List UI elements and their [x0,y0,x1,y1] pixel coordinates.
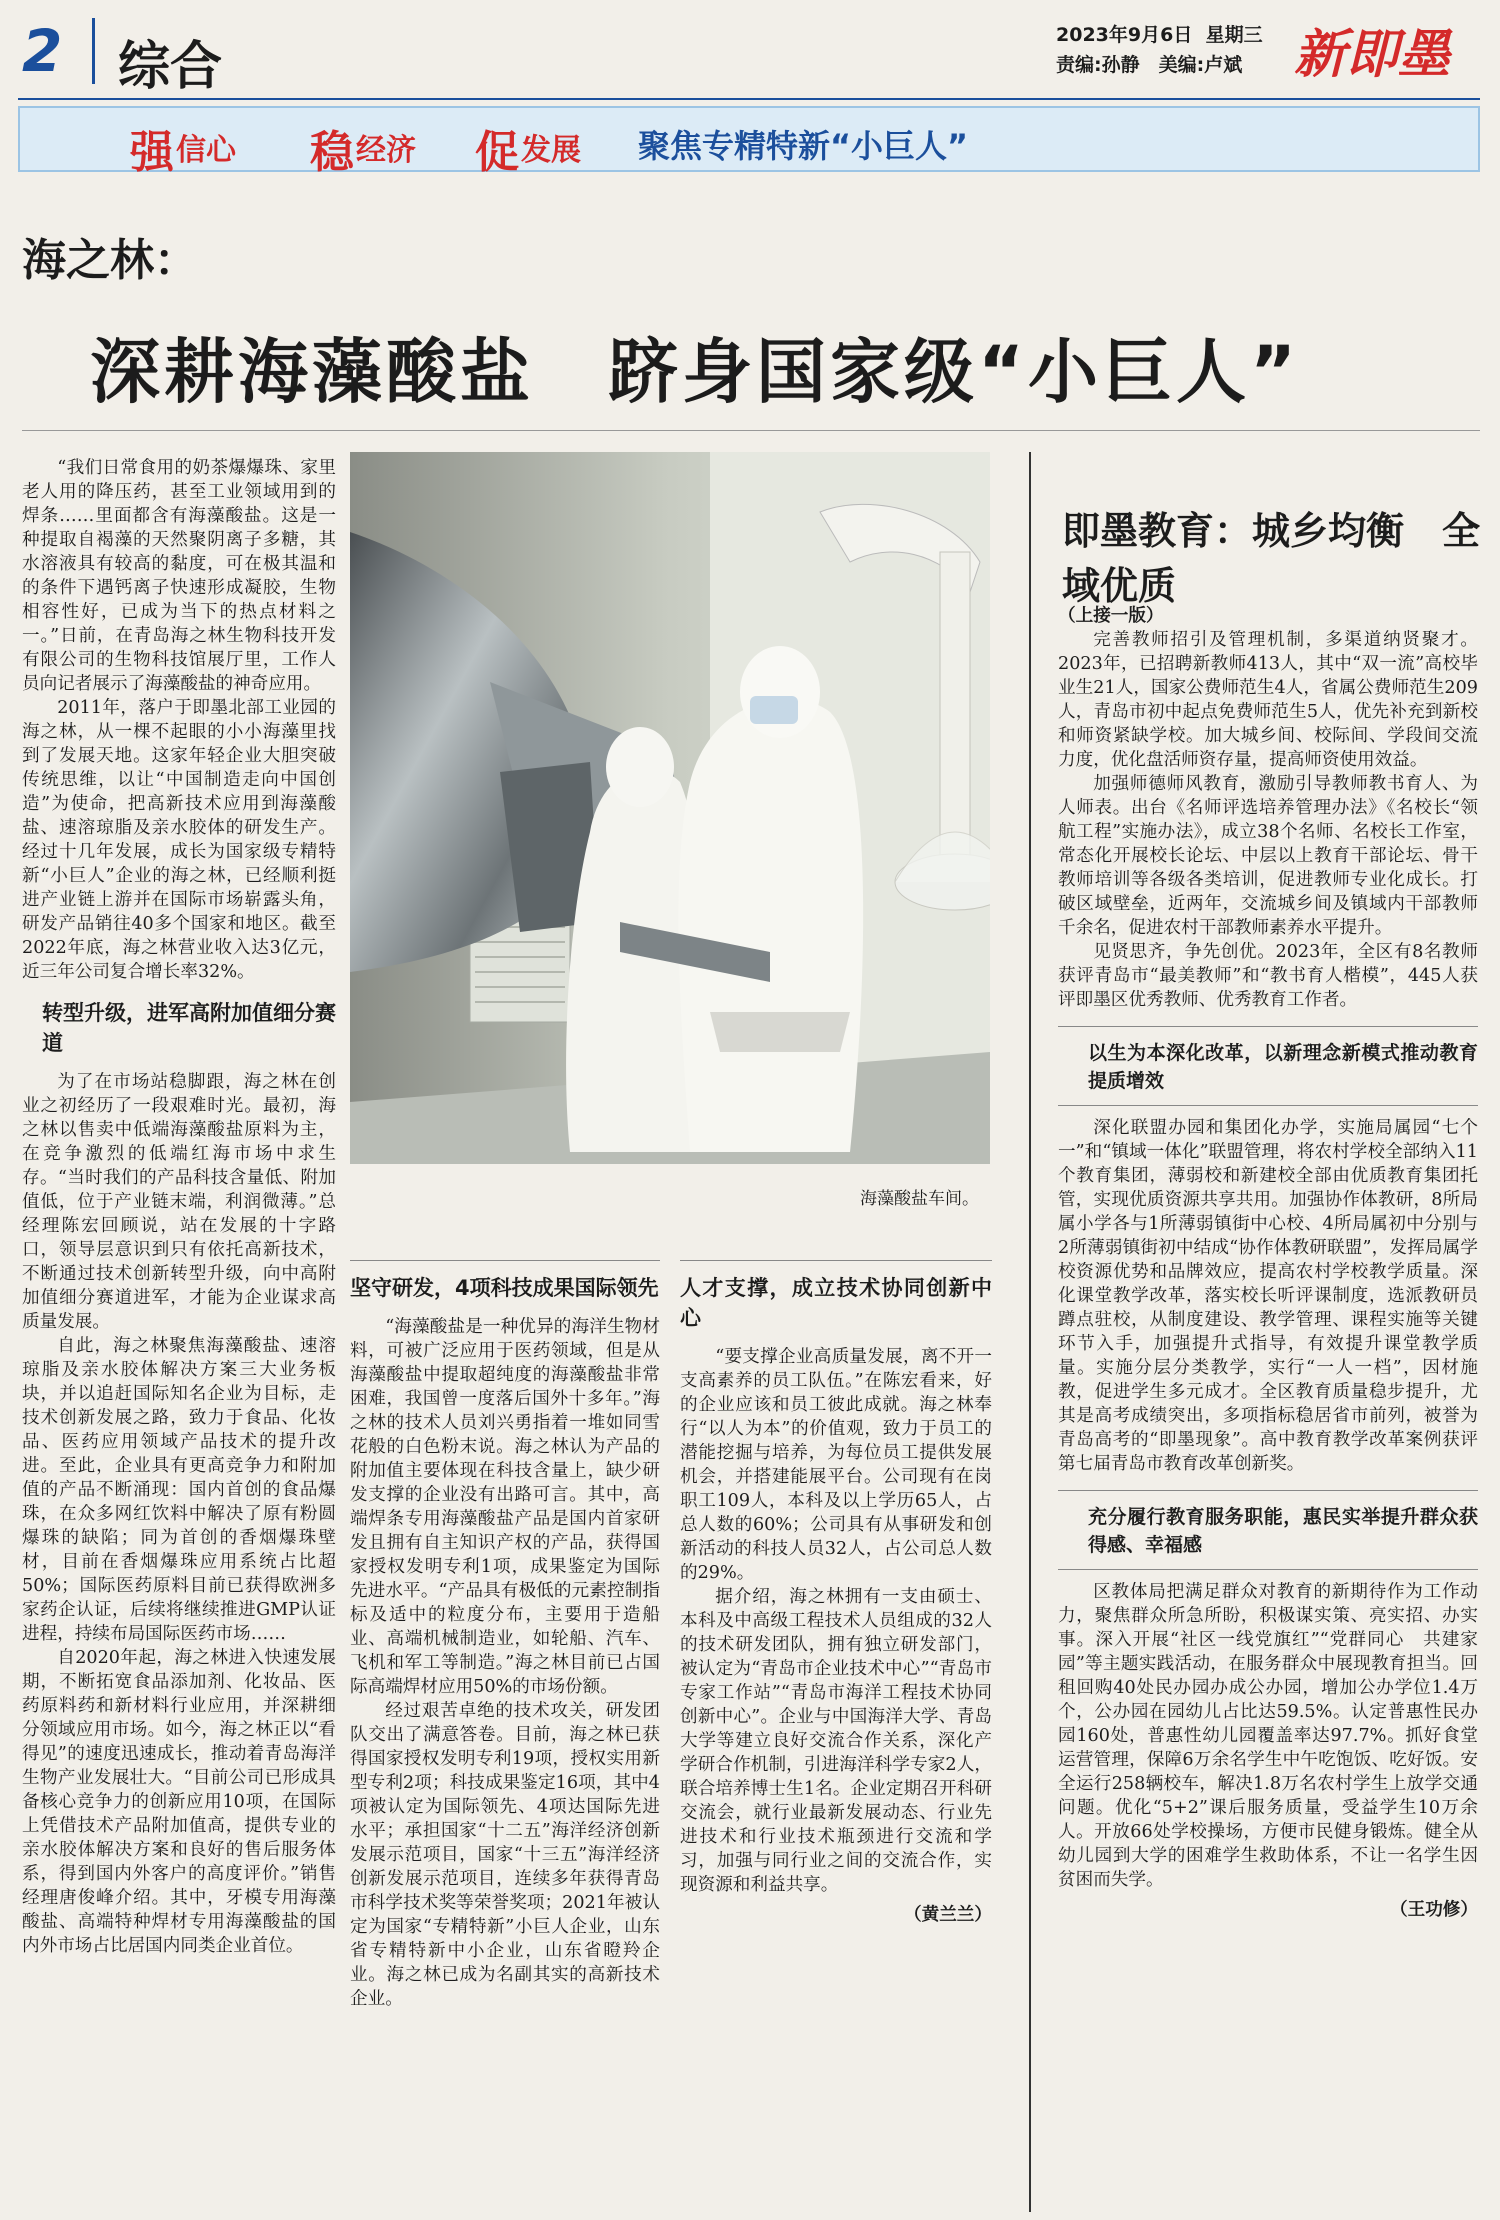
theme-banner [18,106,1480,178]
paragraph: 自此，海之林聚焦海藻酸盐、速溶琼脂及亲水胶体解决方案三大业务板块，并以追赶国际知名企业为目标，走技术创新发展之路，致力于食品、化妆品、医药应用领域产品技术的提升改进。至此，企业具有更高竞争力和附加值的产品不断涌现：国内首创的食品爆珠，在众多网红饮料中解决了原有粉圆爆珠的缺陷；同为首创的香烟爆珠壁材，目前在香烟爆珠应用系统占比超50%；国际医药原料目前已获得欧洲多家药企认证，后续将继续推进GMP认证进程，持续布局国际医药市场…… [22,1336,336,1644]
editors: 责编:孙静 美编:卢斌 [1056,54,1243,76]
headline-rule [22,430,1480,431]
banner-word-3: 促 [475,127,519,178]
article-byline: （黄兰兰） [904,1904,992,1925]
paragraph: 完善教师招引及管理机制，多渠道纳贤聚才。2023年，已招聘新教师413人，其中“双一流”高校毕业生21人，国家公费师范生4人，省属公费师范生209人，青岛市初中起点免费师范生5人，优先补充到新校和师资紧缺学校。加大城乡间、校际间、学段间交流力度，优化盘活师资存量，提高师资使用效益。 [1058,630,1478,770]
workshop-photo [350,452,990,1164]
side-article-body [1058,604,1478,1922]
paragraph: 深化联盟办园和集团化办学，实施局属园“七个一”和“镇域一体化”联盟管理，将农村学校全部纳入11个教育集团，薄弱校和新建校全部由优质教育集团托管，实现优质资源共享共用。加强协作体教研，8所局属小学各与1所薄弱镇街中心校、4所局属初中分别与2所薄弱镇街初中结成“协作体教研联盟”，发挥局属学校资源优势和品牌效应，提高农村学校教学质量。深化课堂教学改革，落实校长听评课制度，选派教研员蹲点驻校，从制度建设、教学管理、课程实施等关键环节入手，加强提升式指导，有效提升课堂教学质量。实施分层分类教学，实行“一人一档”，因材施教，促进学生多元成才。全区教育质量稳步提升，尤其是高考成绩突出，多项指标稳居省市前列，被誉为青岛高考的“即墨现象”。高中教育教学改革案例获评第七届青岛市教育改革创新奖。 [1058,1118,1478,1474]
paragraph: 为了在市场站稳脚跟，海之林在创业之初经历了一段艰难时光。最初，海之林以售卖中低端海藻酸盐原料为主，在竞争激烈的低端红海市场中求生存。“当时我们的产品科技含量低、附加值低，位于产业链末端，利润微薄。”总经理陈宏回顾说，站在发展的十字路口，领导层意识到只有依托高新技术，不断通过技术创新转型升级，向中高附加值细分赛道进军，才能为企业谋求高质量发展。 [22,1072,336,1332]
photo-caption: 海藻酸盐车间。 [860,1189,979,1209]
subheading: 人才支撑，成立技术协同创新中心 [680,1260,992,1333]
article-headline: 深耕海藻酸盐 跻身国家级“小巨人” [90,331,1301,413]
page-number: 2 [22,17,63,85]
header-rule [18,98,1480,100]
column-divider [1029,452,1031,2212]
article-col-3 [680,1260,992,1927]
subheading: 以生为本深化改革，以新理念新模式推动教育提质增效 [1058,1026,1478,1106]
header-divider [92,18,95,84]
paragraph: 加强师德师风教育，激励引导教师教书育人、为人师表。出台《名师评选培养管理办法》《名校长“领航工程”实施办法》，成立38个名师、名校长工作室，常态化开展校长论坛、中层以上教育干部论坛、骨干教师培训等各级各类培训，促进教师专业化成长。打破区域壁垒，近两年，交流城乡间及镇域内干部教师千余名，促进农村干部教师素养水平提升。 [1058,774,1478,938]
banner-focus: 聚焦专精特新“小巨人” [638,127,969,165]
banner-word-1: 强 [130,127,174,178]
paragraph: 自2020年起，海之林进入快速发展期，不断拓宽食品添加剂、化妆品、医药原料药和新材料行业应用，并深耕细分领域应用市场。如今，海之林正以“看得见”的速度迅速成长，推动着青岛海洋生物产业发展壮大。“目前公司已形成具备核心竞争力的创新应用10项，在国际上凭借技术产品附加值高，提供专业的亲水胶体解决方案和良好的售后服务体系，得到国内外客户的高度评价。”销售经理唐俊峰介绍。其中，牙模专用海藻酸盐、高端特种焊材专用海藻酸盐的国内外市场占比居国内同类企业首位。 [22,1648,336,1956]
paragraph: 2011年，落户于即墨北部工业园的海之林，从一棵不起眼的小小海藻里找到了发展天地。这家年轻企业大胆突破传统思维，以让“中国制造走向中国创造”为使命，把高新技术应用到海藻酸盐、速溶琼脂及亲水胶体的研发生产。经过十几年发展，成长为国家级专精特新“小巨人”企业的海之林，已经顺利挺进产业链上游并在国际市场崭露头角，研发产品销往40多个国家和地区。截至2022年底，海之林营业收入达3亿元，近三年公司复合增长率32%。 [22,698,336,982]
paragraph: “我们日常食用的奶茶爆爆珠、家里老人用的降压药，甚至工业领域用到的焊条……里面都含有海藻酸盐。这是一种提取自褐藻的天然聚阴离子多糖，其水溶液具有较高的黏度，可在极其温和的条件下遇钙离子快速形成凝胶，生物相容性好，已成为当下的热点材料之一。”日前，在青岛海之林生物科技开发有限公司的生物科技馆展厅里，工作人员向记者展示了海藻酸盐的神奇应用。 [22,458,336,694]
date: 2023年9月6日 [1056,24,1193,46]
banner-word-2b: 经济 [356,133,416,168]
banner-word-3b: 发展 [521,133,581,168]
paragraph: 见贤思齐，争先创优。2023年，全区有8名教师获评青岛市“最美教师”和“教书育人楷模”，445人获评即墨区优秀教师、优秀教育工作者。 [1058,942,1478,1010]
paragraph: 据介绍，海之林拥有一支由硕士、本科及中高级工程技术人员组成的32人的技术研发团队，拥有独立研发部门，被认定为“青岛市企业技术中心”“青岛市专家工作站”“青岛市海洋工程技术协同创新中心”。企业与中国海洋大学、青岛大学等建立良好交流合作关系，深化产学研合作机制，引进海洋科学专家2人，联合培养博士生1名。企业定期召开科研交流会，就行业最新发展动态、行业先进技术和行业技术瓶颈进行交流和学习，加强与同行业之间的交流合作，实现资源和利益共享。 [680,1587,992,1895]
banner-word-1b: 信心 [176,133,236,168]
continued-note: （上接一版） [1058,605,1164,626]
article-col-2 [350,1260,660,2011]
paragraph: “要支撑企业高质量发展，离不开一支高素养的员工队伍。”在陈宏看来，好的企业应该和员工彼此成就。海之林奉行“以人为本”的价值观，致力于员工的潜能挖掘与培养，为每位员工提供发展机会，并搭建能展平台。公司现有在岗职工109人，本科及以上学历65人，占总人数的60%；公司具有从事研发和创新活动的科技人员32人，占公司总人数的29%。 [680,1347,992,1583]
masthead-logo [1290,16,1490,88]
dateline [1056,20,1263,47]
section-name: 综合 [118,37,223,97]
paragraph: 经过艰苦卓绝的技术攻关，研发团队交出了满意答卷。目前，海之林已获得国家授权发明专利19项，授权实用新型专利2项；科技成果鉴定16项，其中4项被认定为国际领先、4项达国际先进水平；承担国家“十二五”海洋经济创新发展示范项目，国家“十三五”海洋经济创新发展示范项目，连续多年获得青岛市科学技术奖等荣誉奖项；2021年被认定为国家“专精特新”小巨人企业，山东省专精特新中小企业，山东省瞪羚企业。海之林已成为名副其实的高新技术企业。 [350,1701,660,2009]
paragraph: “海藻酸盐是一种优异的海洋生物材料，可被广泛应用于医药领域，但是从海藻酸盐中提取超纯度的海藻酸盐非常困难，我国曾一度落后国外十多年。”海之林的技术人员刘兴勇指着一堆如同雪花般的白色粉末说。海之林认为产品的附加值主要体现在科技含量上，缺少研发支撑的企业没有出路可言。其中，高端焊条专用海藻酸盐产品是国内首家研发且拥有自主知识产权的产品，获得国家授权发明专利1项，成果鉴定为国际先进水平。“产品具有极低的元素控制指标及适中的粒度分布，主要用于造船业、高端机械制造业，如轮船、汽车、飞机和军工等制造。”海之林目前已占国际高端焊材应用50%的市场份额。 [350,1317,660,1697]
banner-word-2: 稳 [310,127,354,178]
weekday: 星期三 [1205,24,1263,46]
subheading: 转型升级，进军高附加值细分赛道 [42,1001,336,1055]
side-byline: （王功修） [1390,1899,1478,1920]
article-kicker: 海之林： [22,235,198,286]
side-article-title: 即墨教育：城乡均衡 全域优质 [1062,509,1481,608]
article-col-1 [22,456,336,1958]
subheading: 坚守研发，4项科技成果国际领先 [350,1260,660,1303]
paragraph: 区教体局把满足群众对教育的新期待作为工作动力，聚焦群众所急所盼，积极谋实策、亮实招、办实事。深入开展“社区一线党旗红”“党群同心 共建家园”等主题实践活动，在服务群众中展现教育担当。回租回购40处民办园办成公办园，增加公办学位1.4万个，公办园在园幼儿占比达59.5%。认定普惠性民办园160处，普惠性幼儿园覆盖率达97.7%。抓好食堂运营管理，保障6万余名学生中午吃饱饭、吃好饭。安全运行258辆校车，解决1.8万名农村学生上放学交通问题。优化“5+2”课后服务质量，受益学生10万余人。开放66处学校操场，方便市民健身锻炼。健全从幼儿园到大学的困难学生救助体系，不让一名学生因贫困而失学。 [1058,1582,1478,1890]
masthead-text: 新即墨 [1294,24,1451,85]
subheading: 充分履行教育服务职能，惠民实举提升群众获得感、幸福感 [1058,1490,1478,1570]
